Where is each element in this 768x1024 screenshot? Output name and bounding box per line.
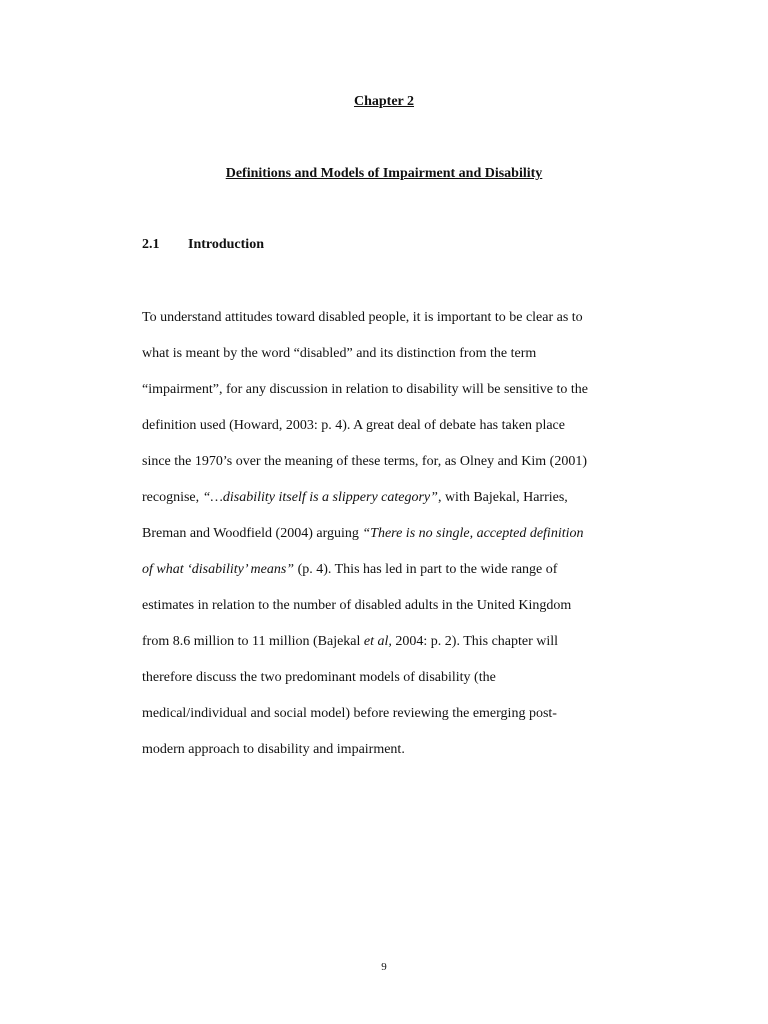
- paragraph-line: [142, 660, 642, 696]
- paragraph-line: [142, 444, 642, 480]
- paragraph-text: 2004: p. 2). This chapter will: [391, 634, 559, 649]
- paragraph-text: “impairment”, for any discussion in relation to disability will be sensitive to the: [142, 382, 588, 397]
- paragraph-text: recognise,: [142, 490, 203, 505]
- paragraph-text: modern approach to disability and impairment.: [142, 742, 405, 757]
- paragraph-line: [142, 480, 642, 516]
- paragraph-line: [142, 408, 642, 444]
- section-title: Introduction: [188, 237, 264, 252]
- paragraph-text: To understand attitudes toward disabled people, it is important to be clear as to: [142, 310, 583, 325]
- paragraph-text: therefore discuss the two predominant models of disability (the: [142, 670, 496, 685]
- paragraph-line: [142, 696, 642, 732]
- paragraph-line: [142, 372, 642, 408]
- italic-quote-text: “There is no single, accepted definition: [362, 526, 584, 541]
- paragraph-text: from 8.6 million to 11 million (Bajekal: [142, 634, 364, 649]
- paragraph-line: [142, 552, 642, 588]
- paragraph-text: what is meant by the word “disabled” and its distinction from the term: [142, 346, 537, 361]
- section-heading: [142, 237, 264, 253]
- italic-quote-text: “…disability itself is a slippery category”: [202, 490, 438, 505]
- paragraph-line: [142, 336, 642, 372]
- paragraph-line: [142, 732, 642, 768]
- paragraph-text: medical/individual and social model) before reviewing the emerging post-: [142, 706, 557, 721]
- paragraph-text: (p. 4). This has led in part to the wide range of: [294, 562, 558, 577]
- paragraph-line: [142, 300, 642, 336]
- paragraph-text: since the 1970’s over the meaning of these terms, for, as Olney and Kim (2001): [142, 454, 587, 469]
- paragraph-line: [142, 516, 642, 552]
- section-number: 2.1: [142, 237, 160, 252]
- italic-quote-text: of what ‘disability’ means”: [142, 562, 295, 577]
- paragraph-line: [142, 624, 642, 660]
- paragraph-text: Breman and Woodfield (2004) arguing: [142, 526, 363, 541]
- body-paragraph: [142, 300, 642, 768]
- chapter-title: Chapter 2: [353, 94, 415, 109]
- paragraph-text: definition used (Howard, 2003: p. 4). A great deal of debate has taken place: [142, 418, 565, 433]
- paragraph-text: , with Bajekal, Harries,: [437, 490, 568, 505]
- italic-quote-text: et al,: [363, 634, 392, 649]
- chapter-subtitle: Definitions and Models of Impairment and Disability: [225, 166, 543, 181]
- page-number: 9: [381, 961, 387, 973]
- paragraph-line: [142, 588, 642, 624]
- paragraph-text: estimates in relation to the number of disabled adults in the United Kingdom: [142, 598, 572, 613]
